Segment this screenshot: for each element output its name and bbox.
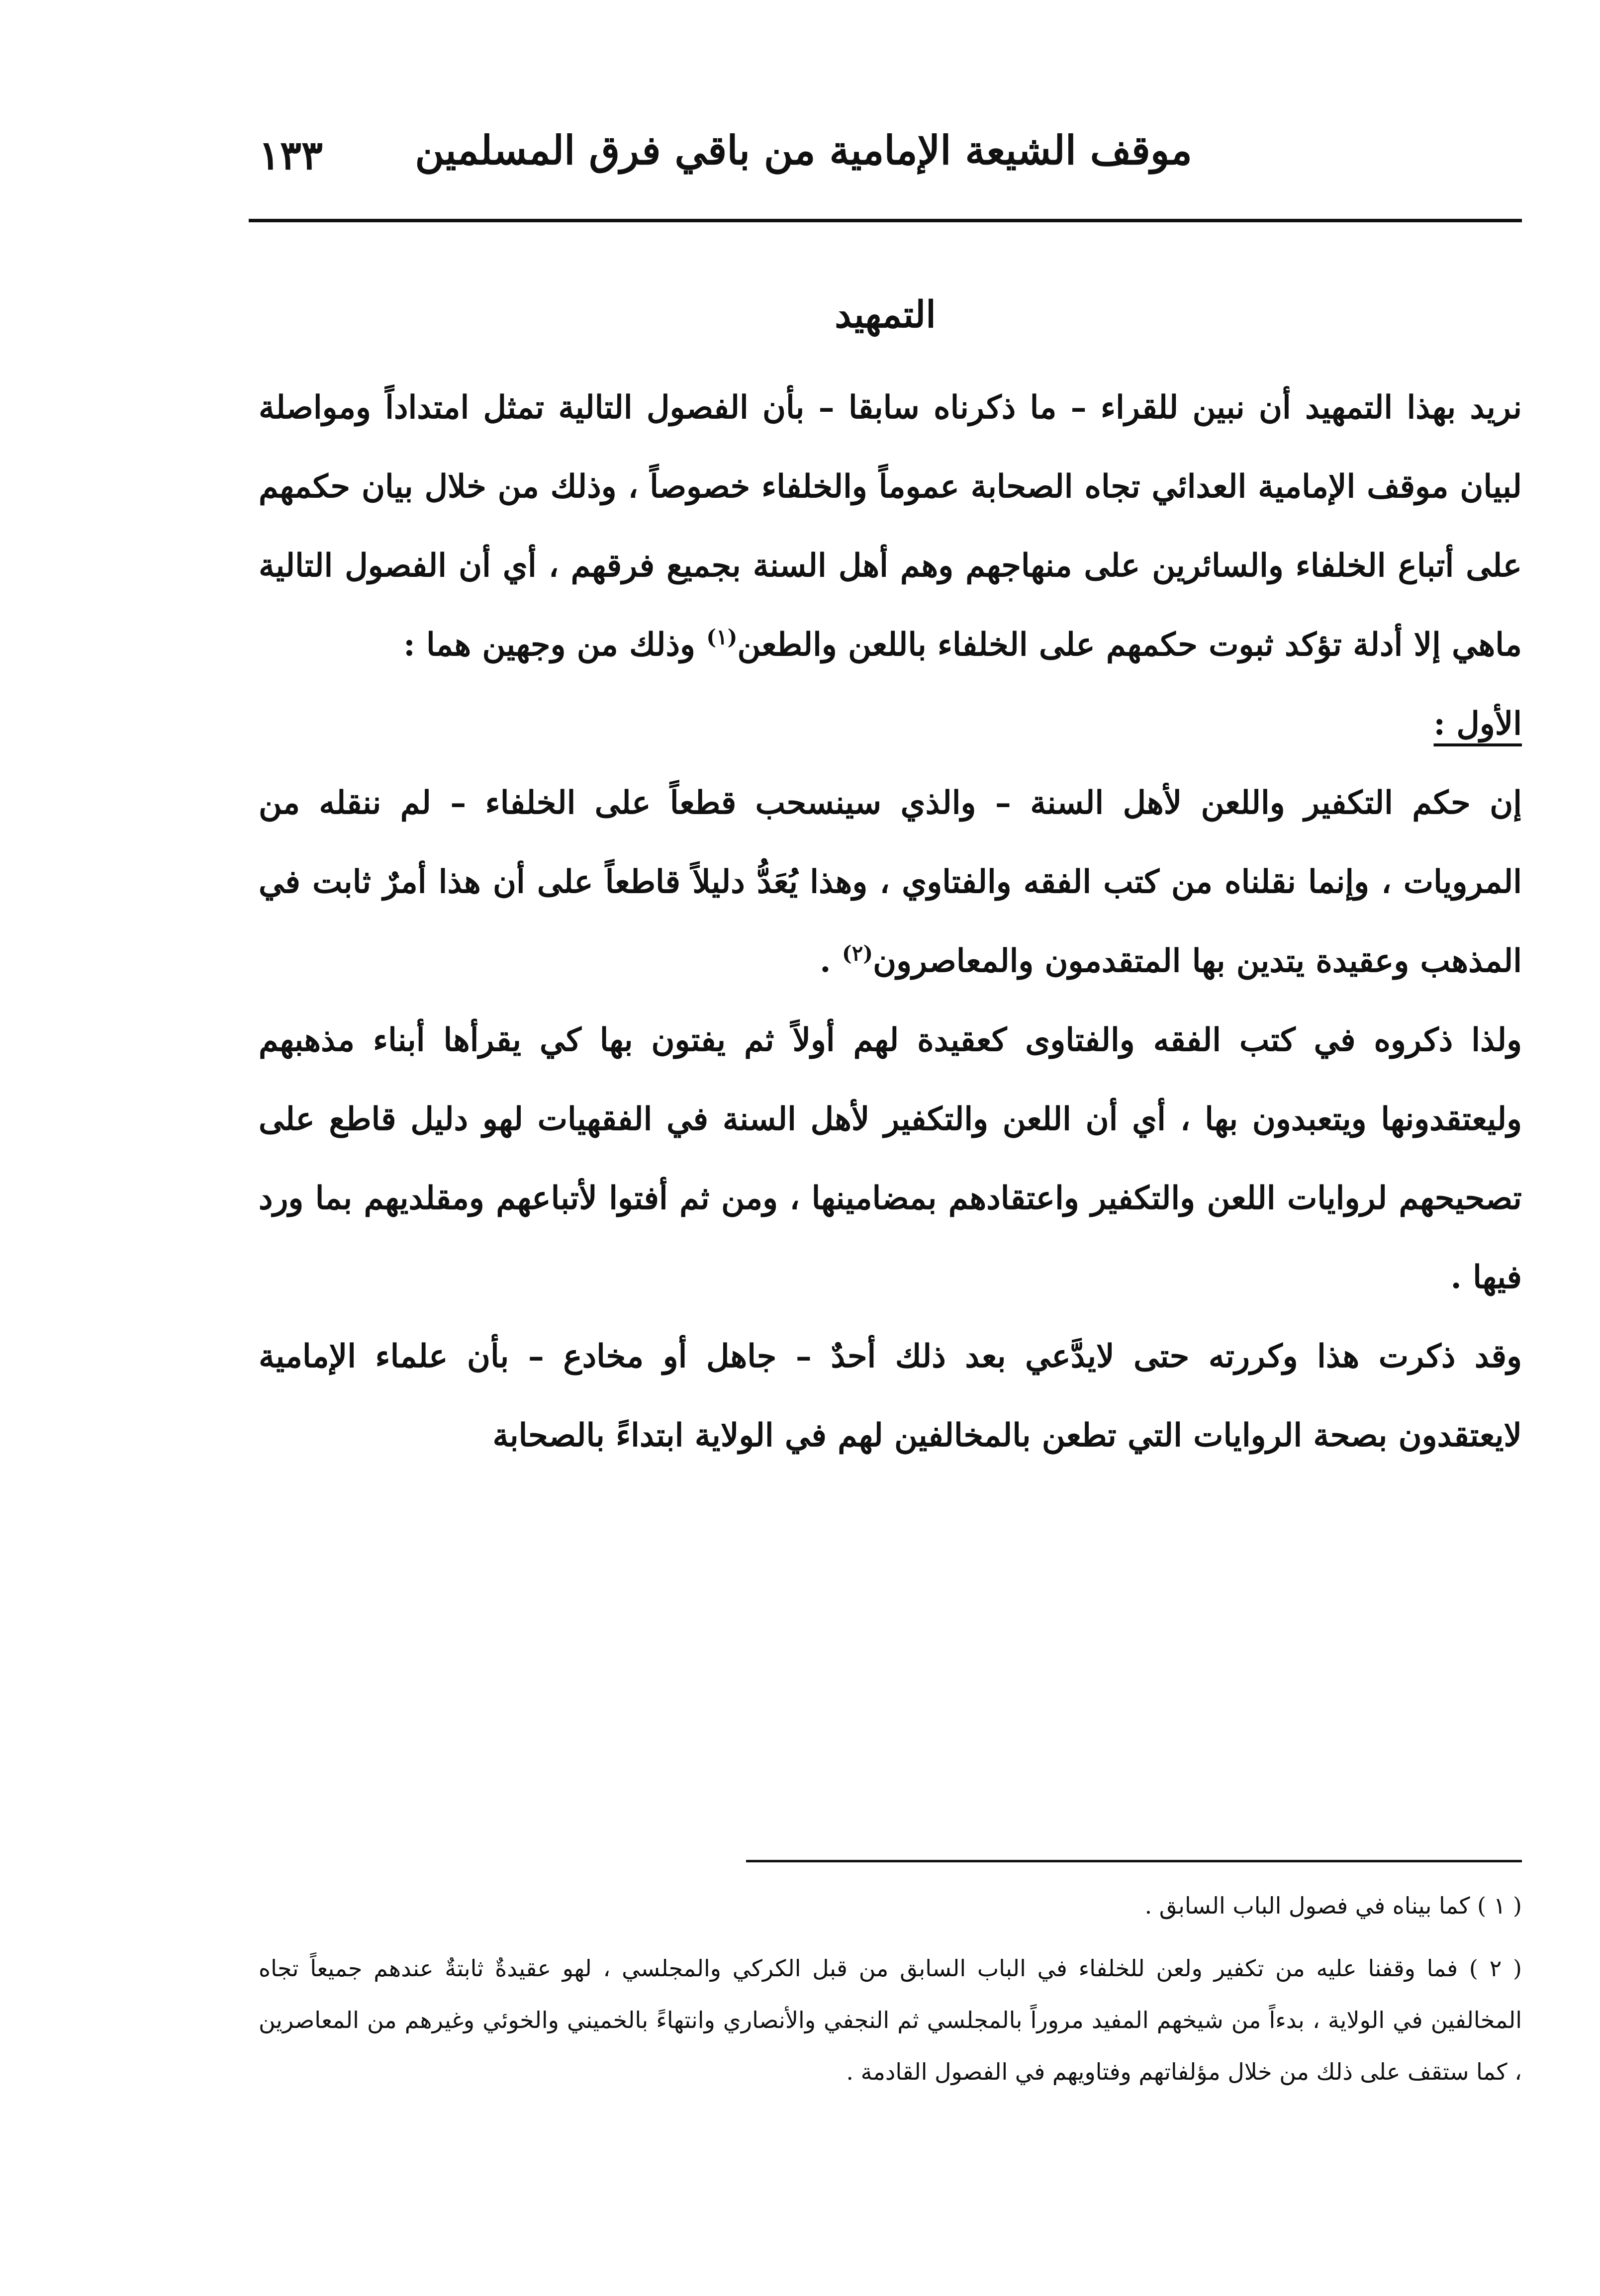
footnote-ref-2: (٢) (842, 941, 873, 966)
paragraph-first-point-text: إن حكم التكفير واللعن لأهل السنة – والذي سينسحب قطعاً على الخلفاء – لم ننقله من المرويات ، وإنما نقلناه من كتب الفقه والفتاوي ، وهذا يُعَدُّ دليلاً قاطعاً على أن هذا أمرٌ ثابت في المذهب وعقيدة يتدين بها المتقدمون والمعاصرون (259, 784, 1522, 980)
first-point-heading (259, 684, 1522, 763)
page-number: ١٣٣ (259, 132, 323, 179)
paragraph-intro-end: وذلك من وجهين هما : (403, 626, 707, 663)
paragraph-clarification: وقد ذكرت هذا وكررته حتى لايدَّعي بعد ذلك أحدٌ – جاهل أو مخادع – بأن علماء الإمامية لايعتقدون بصحة الروايات التي تطعن بالمخالفين لهم في الولاية ابتداءً بالصحابة (259, 1338, 1522, 1454)
first-point-heading-text: الأول : (1433, 705, 1522, 742)
footnote-ref-1: (١) (706, 625, 738, 649)
header-divider (249, 219, 1522, 222)
paragraph-first-point (259, 763, 1522, 1001)
main-text (259, 368, 1522, 1475)
footnote-1: ( ١ ) كما بيناه في فصول الباب السابق . (1144, 1892, 1522, 1919)
paragraph-intro-text: نريد بهذا التمهيد أن نبين للقراء – ما ذكرناه سابقا – بأن الفصول التالية تمثل امتداداً ومواصلة لبيان موقف الإمامية العدائي تجاه الصحابة عموماً والخلفاء خصوصاً ، وذلك من خلال بيان حكمهم على أتباع الخلفاء والسائرين على منهاجهم وهم أهل السنة بجميع فرقهم ، أي أن الفصول التالية ماهي إلا أدلة تؤكد ثبوت حكمهم على الخلفاء باللعن والطعن (259, 389, 1522, 663)
footnote-spacer (259, 1931, 1522, 1942)
footnote-2: ( ٢ ) فما وقفنا عليه من تكفير ولعن للخلفاء في الباب السابق من قبل الكركي والمجلسي ، لهو عقيدةٌ ثابتةٌ عندهم جميعاً تجاه المخالفين في الولاية ، بدءاً من شيخهم المفيد مروراً بالمجلسي ثم النجفي والأنصاري وانتهاءً بالخميني والخوئي وغيرهم من المعاصرين ، كما ستقف على ذلك من خلال مؤلفاتهم وفتاويهم في الفصول القادمة . (259, 1955, 1522, 2085)
paragraph-jurisprudence: ولذا ذكروه في كتب الفقه والفتاوى كعقيدة لهم أولاً ثم يفتون بها كي يقرأها أبناء مذهبهم وليعتقدونها ويتعبدون بها ، أي أن اللعن والتكفير لأهل السنة في الفقهيات لهو دليل قاطع على تصحيحهم لروايات اللعن والتكفير واعتقادهم بمضامينها ، ومن ثم أفتوا لأتباعهم ومقلديهم بما ورد فيها . (259, 1021, 1522, 1296)
footnote-divider (746, 1860, 1522, 1862)
running-header-title: موقف الشيعة الإمامية من باقي فرق المسلمين (415, 127, 1192, 174)
footnotes (259, 1880, 1522, 2098)
section-title: التمهيد (835, 293, 936, 336)
paragraph-first-point-end: . (820, 942, 842, 980)
paragraph-intro (259, 368, 1522, 684)
